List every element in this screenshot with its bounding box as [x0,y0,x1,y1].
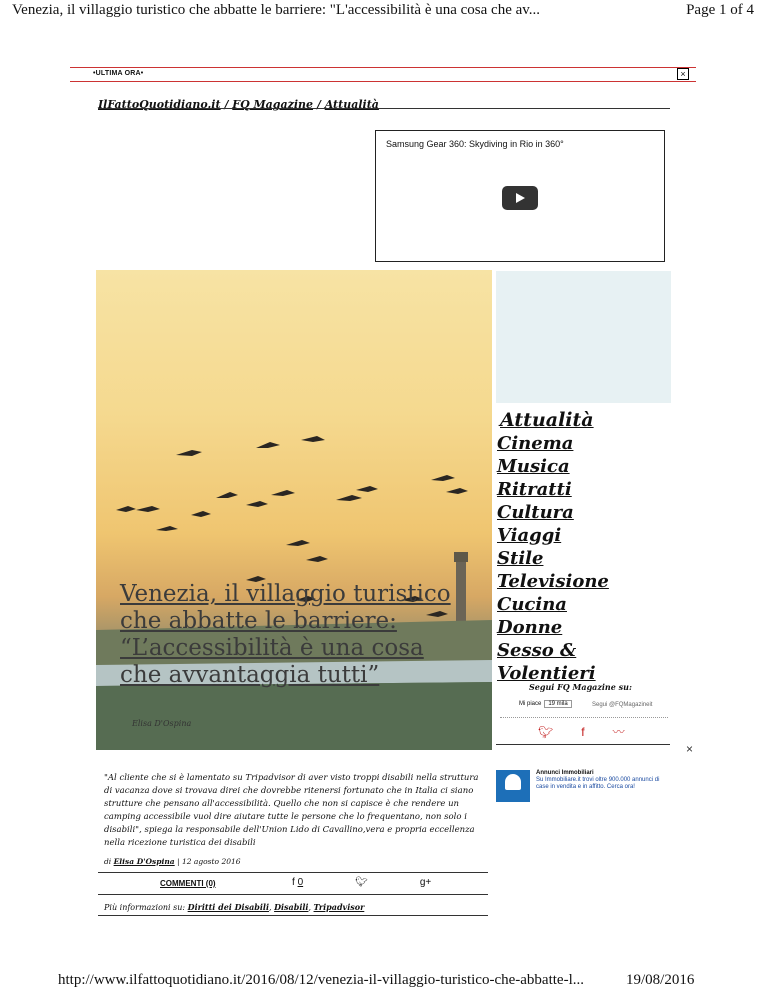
like-label: Mi piace [519,701,542,707]
ticker-label: •ULTIMA ORA• [93,70,144,77]
section-nav-item-cinema[interactable]: Cinema [497,433,574,454]
breadcrumb-site[interactable]: IlFattoQuotidiano.it [98,98,221,111]
share-top-divider [98,872,488,873]
section-nav-item-donne[interactable]: Donne [497,617,563,638]
author-link[interactable]: Elisa D'Ospina [113,857,175,866]
like-button[interactable] [519,701,572,707]
twitter-share-icon[interactable]: 🐦︎ [355,877,368,888]
byline [104,857,241,866]
breadcrumb-page[interactable]: Attualità [324,98,379,111]
section-nav-item-musica[interactable]: Musica [497,456,570,477]
more-info-divider [98,915,488,916]
like-count: 19 mila [544,700,571,708]
pdf-title: Venezia, il villaggio turistico che abbatte le barriere: "L'accessibilità è una cosa che av... [12,2,541,18]
ad-text: Su Immobiliare.it trovi oltre 900.000 annunci di case in vendita e in affitto. Cerca ora! [536,777,660,790]
twitter-follow-button[interactable]: Segui @FQMagazineit [592,702,653,708]
ad-placeholder [496,271,671,403]
publish-date: | 12 agosto 2016 [174,857,241,866]
breadcrumb-separator: / [313,98,325,111]
video-player[interactable] [375,130,665,262]
section-nav-item-stile[interactable]: Stile [497,548,544,569]
article-title[interactable]: Venezia, il villaggio turistico che abbatte le barriere: “L’accessibilità è una cosa che avvantaggia tutti” [120,581,451,688]
sidebar-divider [496,744,670,745]
section-nav-heading[interactable]: Attualità [500,409,594,431]
googleplus-share-icon[interactable]: g+ [419,877,432,888]
breadcrumb [98,98,379,111]
dotted-divider [500,717,668,718]
facebook-share-count: 0 [297,877,304,888]
social-links [538,723,653,740]
section-nav-item-viaggi[interactable]: Viaggi [497,525,562,546]
tag-link[interactable]: Diritti dei Disabili [187,902,269,912]
ticker-top-line [70,67,696,68]
hero-image [96,270,492,750]
breadcrumb-separator: / [220,98,233,111]
section-nav-item-cucina[interactable]: Cucina [497,594,567,615]
real-estate-ad[interactable] [496,770,672,804]
tag-link[interactable]: Disabili [274,902,309,912]
section-nav-item-televisione[interactable]: Televisione [497,571,609,592]
pdf-footer-date: 19/08/2016 [626,972,695,988]
facebook-share[interactable]: f 0 [292,877,304,888]
video-title: Samsung Gear 360: Skydiving in Rio in 360° [386,139,564,149]
play-icon[interactable] [502,186,538,210]
twitter-icon[interactable]: 🐦︎ [538,725,554,739]
hero-author[interactable]: Elisa D'Ospina [132,719,192,728]
section-nav-item-sesso-volentieri[interactable]: Sesso & Volentieri [497,640,596,684]
immobiliare-logo-icon [496,770,530,802]
pdf-footer-url: http://www.ilfattoquotidiano.it/2016/08/12/venezia-il-villaggio-turistico-che-abbatte-l... [58,972,584,988]
ad-close-icon[interactable]: × [686,742,694,756]
share-bar [292,877,483,888]
more-info-prefix: Più informazioni su: [104,903,188,912]
rss-icon[interactable]: 〰 [612,725,625,739]
byline-prefix: di [104,857,114,866]
article-lead: "Al cliente che si è lamentato su Tripadvisor di aver visto troppi disabili nella struttura di vacanza dove si trovava direi che dovrebbe ritenersi fortunato che in Italia ci siano strutture che pensano all'accessibilità. Quello che non si capisce è che rendere un camping accessibile vuol dire aiutare tutte le persone che lo frequentano, non solo i disabili", spiega la responsabile dell'Union Lido di Cavallino,vera e propria eccellenza nella ricezione turistica dei disabili [104,773,479,848]
follow-label: Segui FQ Magazine su: [529,682,632,692]
share-bottom-divider [98,894,488,895]
pdf-header [0,0,768,22]
ticker-bottom-line [70,81,696,82]
section-nav-item-cultura[interactable]: Cultura [497,502,574,523]
section-nav-item-ritratti[interactable]: Ritratti [497,479,572,500]
facebook-icon[interactable]: f [581,725,585,739]
more-info: Più informazioni su: Diritti dei Disabili, Disabili, Tripadvisor [104,902,365,912]
ad-title: Annunci Immobiliari [536,770,594,776]
breadcrumb-section[interactable]: FQ Magazine [232,98,314,111]
tag-link[interactable]: Tripadvisor [313,902,365,912]
section-nav [497,408,673,685]
breadcrumb-divider [98,108,670,109]
comments-link[interactable]: COMMENTI (0) [160,879,216,888]
ad-text-block [536,770,666,791]
ticker-close-button[interactable]: × [677,68,689,80]
pdf-page-number: Page 1 of 4 [686,2,754,18]
